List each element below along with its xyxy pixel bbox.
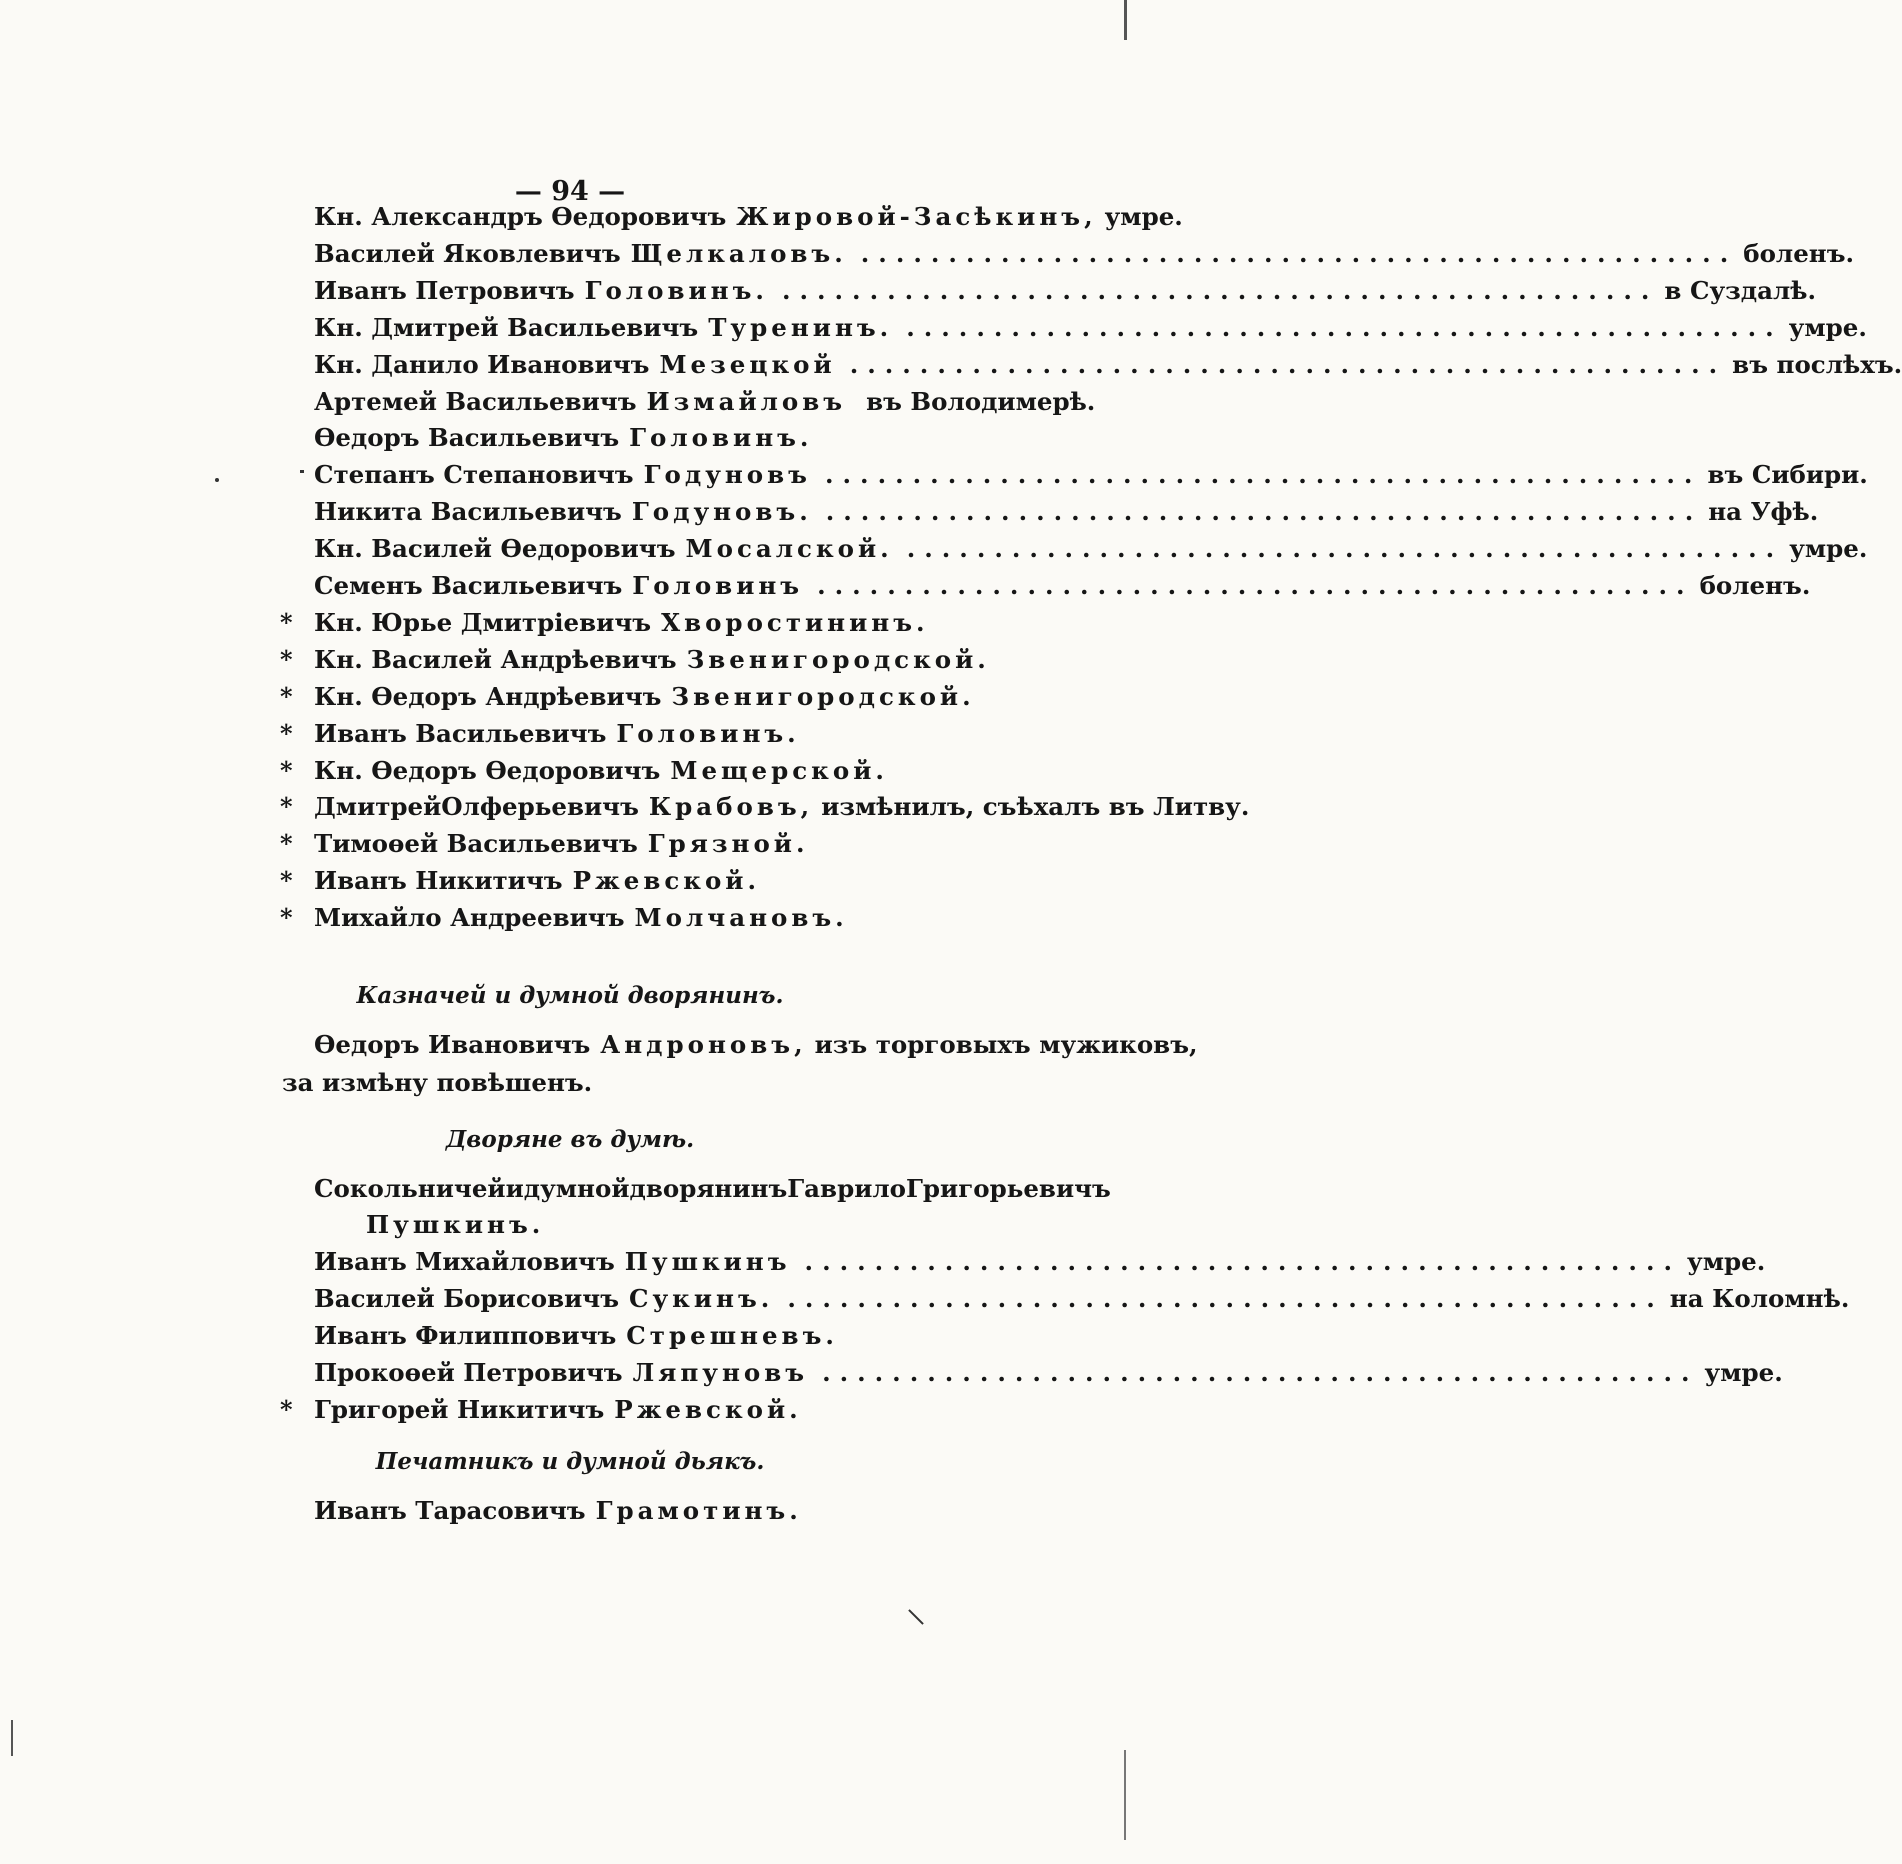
surname: Ржевской. <box>614 1395 802 1424</box>
name-entry <box>314 275 1817 312</box>
given-name: Василей Яковлевичъ <box>314 238 621 268</box>
given-name: Семенъ Васильевичъ <box>314 571 623 600</box>
surname: Щелкаловъ. <box>630 238 847 268</box>
given-name: Кн. Александръ Өедоровичъ <box>314 202 727 231</box>
dot-leader: .................................................. <box>906 534 1784 564</box>
falconer-word: Сокольничей <box>314 1174 506 1203</box>
printer-heading: Печатникъ и думной дьякъ. <box>375 1448 765 1475</box>
given-name: Иванъ Петровичъ <box>314 275 575 305</box>
surname: Туренинъ. <box>708 312 893 342</box>
entry-name <box>314 682 983 711</box>
given-name: Иванъ Васильевичъ <box>314 718 607 748</box>
printer-entry <box>314 1496 810 1525</box>
name-entry <box>314 386 1096 423</box>
surname: Стрешневъ. <box>626 1321 838 1350</box>
falconer-word: думной <box>523 1174 630 1203</box>
given-name: Кн. Дмитрей Васильевичъ <box>314 312 699 342</box>
surname: Грязной. <box>647 829 809 859</box>
entry-name <box>314 239 855 268</box>
surname: Головинъ. <box>629 423 813 453</box>
surname: Жировой-Засѣкинъ, <box>736 202 1097 231</box>
entry-name <box>314 792 821 821</box>
surname: Головинъ. <box>616 718 800 748</box>
entry-name <box>314 645 998 674</box>
dot-leader: .................................................. <box>825 497 1703 527</box>
entry-note: в Суздалѣ. <box>1664 275 1817 305</box>
surname: Мосалской. <box>685 534 893 564</box>
surname: Годуновъ <box>643 460 811 490</box>
surname: Измайловъ <box>646 386 847 416</box>
given-name: Кн. Василей Өедоровичъ <box>314 534 676 564</box>
name-entry <box>314 1284 1850 1320</box>
entry-name <box>314 608 937 637</box>
given-name: Кн. Юрье Дмитріевичъ <box>314 607 652 637</box>
given-name: ДмитрейОлферьевичъ <box>314 792 639 822</box>
scan-stroke <box>908 1609 924 1625</box>
given-name: Степанъ Степановичъ <box>314 460 634 490</box>
duma-heading: Дворяне въ думѣ. <box>445 1126 695 1153</box>
entry-name <box>314 829 817 858</box>
surname: Хворостининъ. <box>661 607 929 637</box>
entry-note: измѣнилъ, съѣхалъ въ Литву. <box>821 792 1250 822</box>
printer-given-name: Иванъ Тарасовичъ <box>314 1496 586 1525</box>
asterisk-marker: * <box>280 681 293 711</box>
entry-note: боленъ. <box>1699 571 1811 600</box>
given-name: Кн. Василей Андрѣевичъ <box>314 644 677 674</box>
entry-name <box>314 571 811 600</box>
given-name: Михайло Андреевичъ <box>314 903 625 933</box>
given-name: Никита Васильевичъ <box>314 497 622 527</box>
entry-name <box>314 350 844 379</box>
entry-name <box>314 202 1105 231</box>
entry-name <box>314 460 819 489</box>
dot-leader: .................................................. <box>781 275 1659 305</box>
entry-note: боленъ. <box>1743 238 1855 268</box>
name-entry <box>314 423 1070 459</box>
name-entry <box>314 238 1855 275</box>
treasurer-given-name: Өедоръ Ивановичъ <box>314 1030 591 1059</box>
treasurer-heading: Казначей и думной дворянинъ. <box>356 982 784 1009</box>
name-entry <box>280 866 1070 902</box>
surname: Звенигородской. <box>686 644 990 674</box>
name-entry <box>314 349 1902 386</box>
entry-name <box>314 1247 799 1276</box>
entry-name <box>314 756 896 785</box>
asterisk-marker: * <box>280 866 293 896</box>
asterisk-marker: * <box>280 644 293 674</box>
name-entry <box>280 644 1070 681</box>
falconer-word: Григорьевичъ <box>906 1174 1111 1203</box>
entry-note: умре. <box>1104 202 1183 231</box>
falconer-word: и <box>505 1174 524 1203</box>
dot-leader: .................................................. <box>906 312 1783 342</box>
name-entry <box>280 903 1070 939</box>
entry-name <box>314 387 854 416</box>
scan-edge-line <box>11 1720 13 1756</box>
printer-surname: Грамотинъ. <box>595 1496 802 1525</box>
entry-name <box>314 1284 781 1313</box>
surname: Сукинъ. <box>629 1284 774 1313</box>
given-name: Василей Борисовичъ <box>314 1284 619 1313</box>
entry-name <box>314 1395 810 1424</box>
treasurer-entry-line2: за измѣну повѣшенъ. <box>282 1068 593 1097</box>
surname: Ляпуновъ <box>632 1358 809 1387</box>
given-name: Артемей Васильевичъ <box>314 386 637 416</box>
falconer-word: дворянинъ <box>629 1174 788 1203</box>
entry-name <box>314 719 808 748</box>
name-entry <box>280 681 1070 718</box>
surname: Молчановъ. <box>634 903 848 933</box>
scan-edge-line <box>1124 1750 1126 1840</box>
entry-name <box>314 497 820 526</box>
given-name: Иванъ Филипповичъ <box>314 1321 617 1350</box>
entry-note: въ послѣхъ. <box>1732 349 1902 379</box>
treasurer-entry-line1 <box>314 1030 1198 1059</box>
page-number: — 94 — <box>514 176 626 207</box>
surname: Головинъ. <box>584 275 768 305</box>
falconer-surname: Пушкинъ. <box>366 1210 545 1239</box>
surname: Ржевской. <box>572 866 761 896</box>
entry-name <box>314 276 776 305</box>
asterisk-marker: * <box>280 792 293 822</box>
entry-note: умре. <box>1704 1358 1783 1387</box>
entry-note: на Коломнѣ. <box>1669 1284 1850 1313</box>
entry-note: въ Володимерѣ. <box>866 386 1096 416</box>
given-name: Кн. Өедоръ Андрѣевичъ <box>314 681 662 711</box>
entry-name <box>314 1321 846 1350</box>
name-entry <box>280 829 1070 865</box>
treasurer-surname: Андроновъ, <box>600 1030 807 1059</box>
surname: Пушкинъ <box>624 1247 791 1276</box>
entry-note: на Уфѣ. <box>1708 497 1819 527</box>
scan-edge-line <box>1124 0 1127 40</box>
name-entry <box>314 1247 1766 1283</box>
name-entry <box>280 792 1250 828</box>
entry-name <box>314 1358 816 1387</box>
name-entry <box>280 755 1070 792</box>
name-entry <box>314 202 1183 238</box>
falconer-word: Гаврило <box>787 1174 906 1203</box>
surname: Годуновъ. <box>631 497 812 527</box>
dot-leader: .................................................. <box>849 349 1727 379</box>
surname: Мещерской. <box>670 755 888 785</box>
name-entry <box>280 718 1070 755</box>
entry-note: въ Сибири. <box>1707 460 1868 490</box>
given-name: Кн. Данило Ивановичъ <box>314 349 650 379</box>
falconer-entry-line1 <box>314 1174 1111 1203</box>
given-name: Өедоръ Васильевичъ <box>314 423 620 453</box>
given-name: Кн. Өедоръ Өедоровичъ <box>314 755 661 785</box>
asterisk-marker: * <box>280 829 293 859</box>
asterisk-marker: * <box>280 607 293 637</box>
asterisk-marker: * <box>280 718 293 748</box>
given-name: Иванъ Никитичъ <box>314 866 563 896</box>
dot-leader: .................................................. <box>787 1284 1664 1313</box>
surname: Звенигородской. <box>671 681 975 711</box>
entry-note: умре. <box>1687 1247 1766 1276</box>
name-entry <box>314 1358 1783 1394</box>
name-entry <box>314 571 1811 607</box>
given-name: Иванъ Михайловичъ <box>314 1247 615 1276</box>
given-name: Тимоөей Васильевичъ <box>314 829 638 859</box>
name-entry <box>280 607 1070 644</box>
entry-note: умре. <box>1789 534 1868 564</box>
surname: Мезецкой <box>659 349 836 379</box>
surname: Крабовъ, <box>648 792 814 822</box>
entry-note: умре. <box>1788 312 1867 342</box>
entry-name <box>314 534 901 563</box>
treasurer-note: изъ торговыхъ мужиковъ, <box>814 1030 1198 1059</box>
entry-name <box>314 423 820 452</box>
name-entry <box>314 497 1819 533</box>
dot-leader: .................................................. <box>860 238 1738 268</box>
name-entry <box>314 1321 1070 1357</box>
entry-name <box>314 903 856 932</box>
name-entry <box>280 1395 1070 1431</box>
entry-name <box>314 313 900 342</box>
dot-leader: .................................................. <box>822 1358 1699 1387</box>
surname: Головинъ <box>632 571 804 600</box>
name-entry <box>314 460 1868 496</box>
dot-leader: .................................................. <box>804 1247 1682 1276</box>
asterisk-marker: * <box>280 1395 293 1424</box>
asterisk-marker: * <box>280 755 293 785</box>
entry-name <box>314 866 768 895</box>
dot-leader: .................................................. <box>817 571 1694 600</box>
name-entry <box>314 534 1868 570</box>
asterisk-marker: * <box>280 903 293 933</box>
dot-leader: .................................................. <box>824 460 1702 490</box>
scan-speck <box>215 478 219 482</box>
given-name: Прокоөей Петровичъ <box>314 1358 623 1387</box>
scan-speck <box>300 470 304 473</box>
given-name: Григорей Никитичъ <box>314 1395 605 1424</box>
name-entry <box>314 312 1867 349</box>
